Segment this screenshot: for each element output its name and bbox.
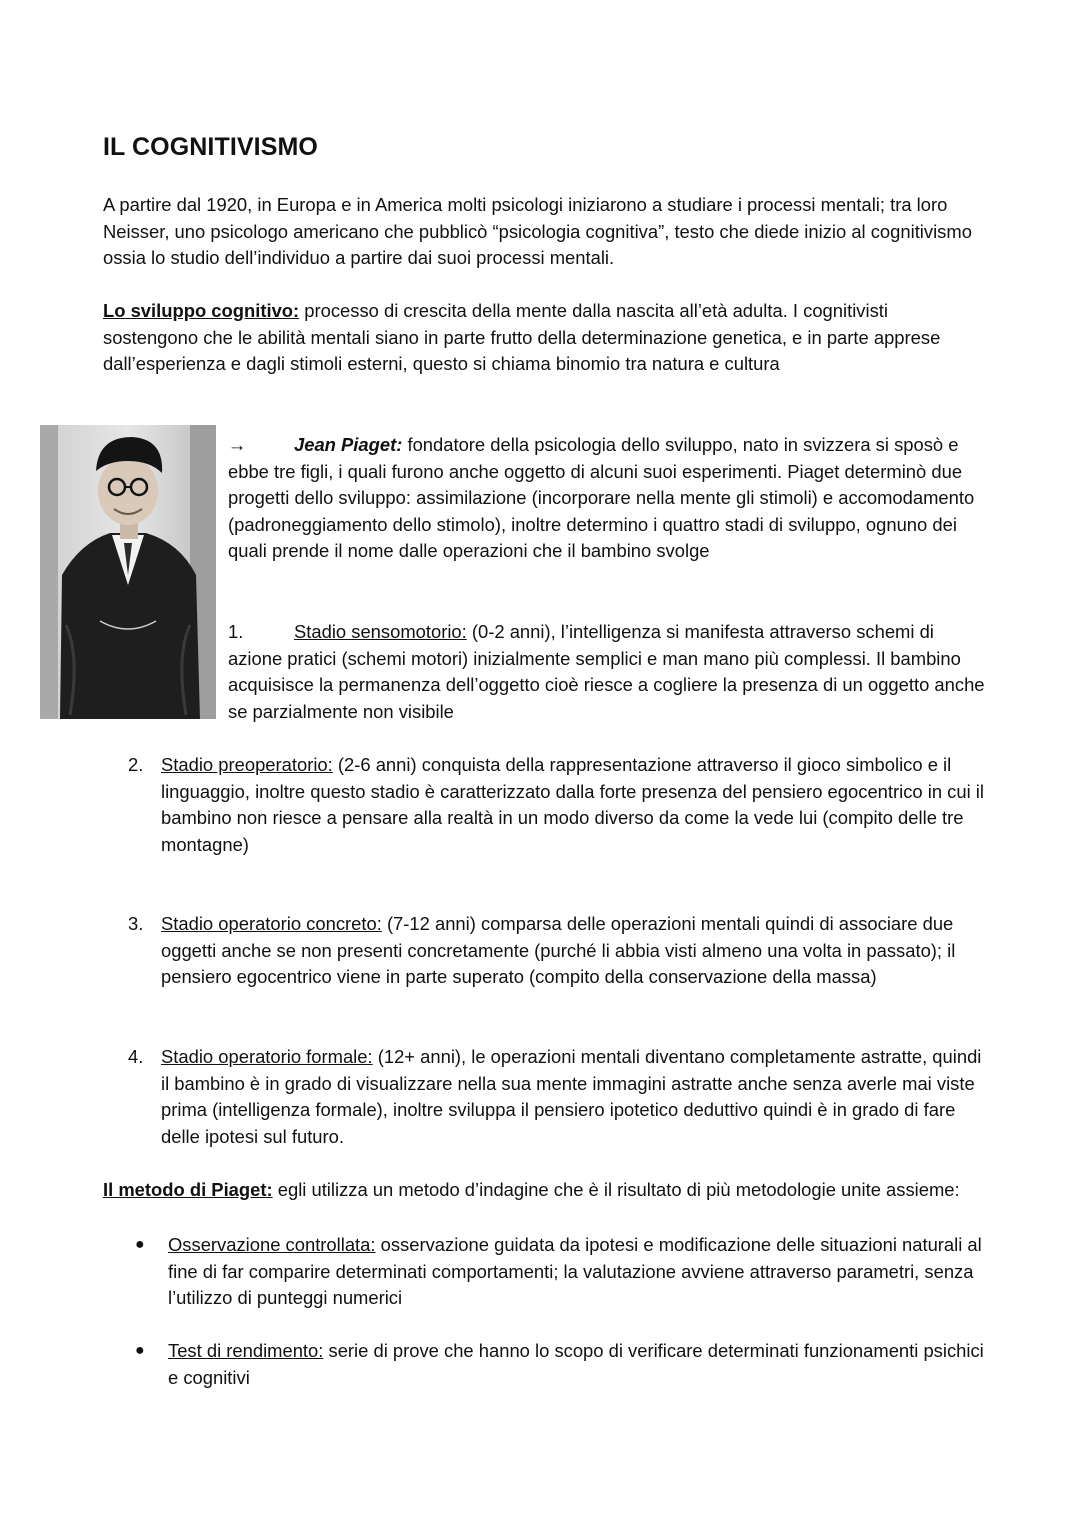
method-item	[135, 1232, 995, 1312]
stage-number: 3.	[128, 913, 144, 934]
sviluppo-label: Lo sviluppo cognitivo:	[103, 300, 300, 321]
method-item	[135, 1338, 995, 1391]
sviluppo-paragraph	[103, 298, 983, 378]
stage-4	[128, 1044, 988, 1150]
bullet-icon: ●	[135, 1236, 145, 1253]
stage-label: Stadio operatorio formale:	[161, 1046, 373, 1067]
stage-text: (12+ anni), le operazioni mentali diventano completamente astratte, quindi il bambino è in grado di visualizzare nella sua mente immagini astratte anche senza averle mai viste prima (intelligenza formale), inoltre sviluppa il pensiero ipotetico deduttivo quindi è in grado di fare delle ipotesi sul futuro.	[161, 1046, 982, 1147]
piaget-text: fondatore della psicologia dello sviluppo, nato in svizzera si sposò e ebbe tre figli, i quali furono anche oggetto di alcuni suoi esperimenti. Piaget determinò due progetti dello sviluppo: assimilazione (incorporare nella mente gli stimoli) e accomodamento (padroneggiamento dello stimolo), inoltre determino i quattro stadi di sviluppo, ognuno dei quali prende il nome dalle operazioni che il bambino svolge	[228, 434, 975, 561]
piaget-paragraph	[228, 432, 988, 565]
stage-label: Stadio operatorio concreto:	[161, 913, 382, 934]
stage-2	[128, 752, 988, 858]
arrow-icon: →	[228, 434, 247, 455]
sviluppo-text: processo di crescita della mente dalla nascita all’età adulta. I cognitivisti sostengono che le abilità mentali siano in parte frutto della determinazione genetica, e in parte apprese dall’esperienza e dagli stimoli esterni, questo si chiama binomio tra natura e cultura	[103, 300, 941, 374]
method-body	[168, 1338, 995, 1391]
stage-3	[128, 911, 988, 991]
method-label: Test di rendimento:	[168, 1340, 324, 1361]
method-label: Osservazione controllata:	[168, 1234, 376, 1255]
stage-text: (2-6 anni) conquista della rappresentazione attraverso il gioco simbolico e il linguaggio, inoltre questo stadio è caratterizzato dalla forte presenza del pensiero egocentrico in cui il bambino non riesce a pensare alla realtà in un modo diverso da come la vede lui (compito delle tre montagne)	[161, 754, 984, 855]
stage-text: (0-2 anni), l’intelligenza si manifesta attraverso schemi di azione pratici (schemi motori) inizialmente semplici e man mano più complessi. Il bambino acquisisce la permanenza dell’oggetto cioè riesce a cogliere la presenza di un oggetto anche se parzialmente non visibile	[228, 621, 985, 722]
stage-label: Stadio sensomotorio:	[294, 621, 467, 642]
piaget-photo	[40, 425, 216, 719]
stage-number: 2.	[128, 754, 144, 775]
piaget-name: Jean Piaget:	[294, 434, 403, 455]
bullet-icon: ●	[135, 1342, 145, 1359]
metodo-paragraph	[103, 1177, 983, 1204]
metodo-text: egli utilizza un metodo d’indagine che è il risultato di più metodologie unite assieme:	[272, 1179, 960, 1200]
metodo-label: Il metodo di Piaget:	[103, 1179, 273, 1200]
stage-text: (7-12 anni) comparsa delle operazioni mentali quindi di associare due oggetti anche se non presenti concretamente (purché li abbia visti almeno una volta in passato); il pensiero egocentrico viene in parte superato (compito della conservazione della massa)	[161, 913, 956, 987]
page-title: IL COGNITIVISMO	[103, 133, 318, 161]
stage-number: 4.	[128, 1046, 144, 1067]
stage-body	[161, 911, 988, 991]
stage-number: 1.	[228, 621, 244, 642]
method-body	[168, 1232, 995, 1312]
stage-label: Stadio preoperatorio:	[161, 754, 333, 775]
stage-body	[161, 1044, 988, 1150]
stage-1	[228, 619, 988, 725]
method-text: osservazione guidata da ipotesi e modificazione delle situazioni naturali al fine di far comparire determinati comportamenti; la valutazione avviene attraverso parametri, senza l’utilizzo di punteggi numerici	[168, 1234, 982, 1308]
method-text: serie di prove che hanno lo scopo di verificare determinati funzionamenti psichici e cognitivi	[168, 1340, 984, 1388]
intro-paragraph: A partire dal 1920, in Europa e in America molti psicologi iniziarono a studiare i processi mentali; tra loro Neisser, uno psicologo americano che pubblicò “psicologia cognitiva”, testo che diede inizio al cognitivismo ossia lo studio dell’individuo a partire dai suoi processi mentali.	[103, 194, 972, 268]
stage-body	[161, 752, 988, 858]
